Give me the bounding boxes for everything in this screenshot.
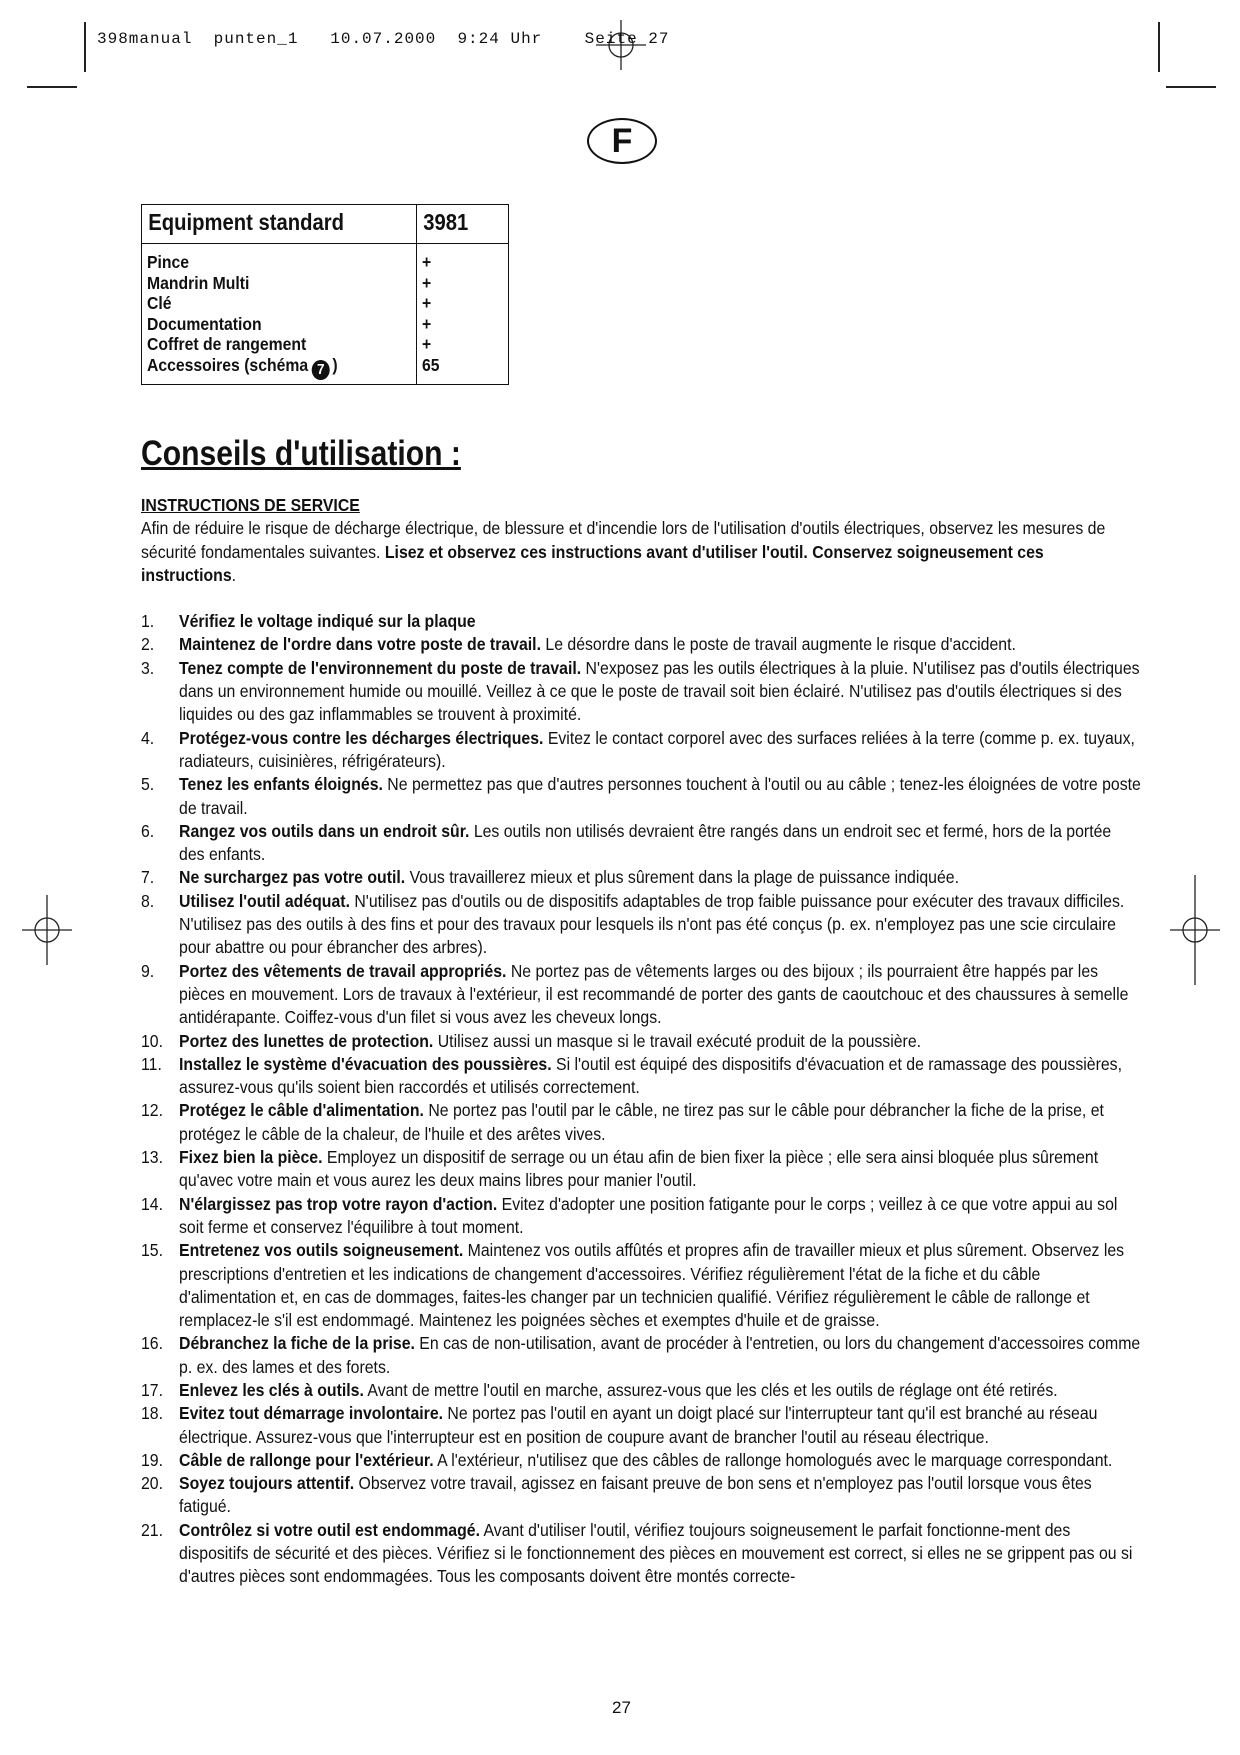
list-item-body: Avant d'utiliser l'outil, vérifiez toujours soigneusement le parfait fonctionne-ment des dispositifs de sécurité et des pièces. Vérifiez si le fonctionnement des pièces en mouvement est correct, si elles ne se grippent pas ou si d'autres pièces sont endommagées. Tous les composants doivent être montés correcte- — [179, 1519, 1133, 1587]
list-item-bold: Enlevez les clés à outils. — [179, 1379, 364, 1400]
list-item-bold: Entretenez vos outils soigneusement. — [179, 1240, 464, 1261]
list-item-number: 14. — [141, 1193, 164, 1214]
list-item-text — [179, 1519, 1141, 1589]
list-item-number: 4. — [141, 727, 155, 748]
list-item-number: 7. — [141, 867, 155, 888]
equipment-model: 3981 — [423, 209, 469, 235]
list-item — [141, 820, 1141, 867]
list-item-number: 3. — [141, 657, 155, 678]
list-item-text — [179, 1449, 1141, 1472]
list-item-number: 16. — [141, 1333, 164, 1354]
list-item-text — [179, 633, 1141, 656]
equipment-item-value: + — [421, 252, 431, 272]
list-item-bold: Installez le système d'évacuation des poussières. — [179, 1053, 552, 1074]
list-item-number: 9. — [141, 960, 155, 981]
equipment-values — [416, 244, 508, 385]
list-item — [141, 1146, 1141, 1193]
intro-paragraph: Afin de réduire le risque de décharge électrique, de blessure et d'incendie lors de l'utilisation d'outils électriques, observez les mesures de sécurité fondamentales suivantes. Lisez et observez ces instructions avant d'utiliser l'outil. Conservez soigneusement ces instructions. — [141, 518, 1106, 585]
list-item-number: 13. — [141, 1147, 164, 1168]
list-item-body: Vous travaillerez mieux et plus sûrement dans la plage de puissance indiquée. — [405, 867, 959, 888]
list-item-text — [179, 866, 1141, 889]
crop-mark-tr-h — [1166, 86, 1216, 88]
equipment-title: Equipment standard — [148, 209, 344, 235]
instructions-content — [141, 494, 1141, 1589]
list-item — [141, 1053, 1141, 1100]
list-item-bold: Protégez-vous contre les décharges électriques. — [179, 727, 544, 748]
equipment-item-name: Coffret de rangement — [147, 334, 307, 354]
list-item-number: 17. — [141, 1379, 164, 1400]
diagram-7-badge: 7 — [312, 360, 330, 380]
list-item — [141, 773, 1141, 820]
language-badge: F — [587, 118, 657, 164]
list-item — [141, 1030, 1141, 1053]
list-item-text — [179, 1402, 1141, 1449]
crop-mark-tl-v — [84, 22, 86, 72]
list-item-bold: N'élargissez pas trop votre rayon d'action. — [179, 1193, 498, 1214]
list-item-body: Ne portez pas de vêtements larges ou des bijoux ; ils pourraient être happés par les pièces en mouvement. Lors de travaux à l'extérieur, il est recommandé de porter des gants de caoutchouc et des chaussures à semelle antidérapante. Coiffez-vous d'un filet si vous avez les cheveux longs. — [179, 960, 1129, 1028]
list-item-text — [179, 727, 1141, 774]
list-item — [141, 1472, 1141, 1519]
instructions-list — [141, 610, 1141, 1588]
list-item-bold: Tenez compte de l'environnement du poste de travail. — [179, 657, 582, 678]
list-item-body: Utilisez aussi un masque si le travail exécuté produit de la poussière. — [433, 1030, 922, 1051]
list-item-number: 6. — [141, 820, 155, 841]
list-item-bold: Câble de rallonge pour l'extérieur. — [179, 1449, 434, 1470]
equipment-items-row — [142, 244, 509, 385]
list-item-number: 2. — [141, 634, 155, 655]
equipment-item-value: + — [421, 272, 431, 293]
equipment-header-row — [142, 205, 509, 244]
equipment-item-value: + — [421, 334, 431, 354]
equipment-table — [141, 204, 509, 385]
list-item — [141, 727, 1141, 774]
list-item-text — [179, 657, 1141, 727]
list-item-text — [179, 1379, 1141, 1402]
print-slug: 398manual punten_1 10.07.2000 9:24 Uhr Seite 27 — [97, 30, 670, 48]
list-item-number: 10. — [141, 1030, 164, 1051]
registration-mark-left-icon — [22, 895, 72, 965]
list-item-bold: Portez des lunettes de protection. — [179, 1030, 434, 1051]
list-item-number: 5. — [141, 774, 155, 795]
list-item-number: 20. — [141, 1473, 164, 1494]
list-item — [141, 657, 1141, 727]
list-item-number: 1. — [141, 611, 155, 632]
list-item-text — [179, 1099, 1141, 1146]
list-item-body: Ne permettez pas que d'autres personnes touchent à l'outil ou au câble ; tenez-les éloignées de votre poste de travail. — [179, 774, 1141, 818]
list-item-text — [179, 610, 1141, 633]
list-item-body: Le désordre dans le poste de travail augmente le risque d'accident. — [540, 634, 1016, 655]
list-item — [141, 960, 1141, 1030]
list-item-number: 21. — [141, 1519, 164, 1540]
list-item — [141, 1402, 1141, 1449]
list-item-body: Ne portez pas l'outil par le câble, ne tirez pas sur le câble pour débrancher la fiche de la prise, et protégez le câble de la chaleur, de l'huile et des arêtes vives. — [179, 1100, 1104, 1144]
list-item — [141, 1193, 1141, 1240]
list-item-body: Evitez le contact corporel avec des surfaces reliées à la terre (comme p. ex. tuyaux, radiateurs, cuisinières, réfrigérateurs). — [179, 727, 1135, 771]
equipment-item-name: Pince — [147, 252, 190, 272]
list-item-bold: Ne surchargez pas votre outil. — [179, 867, 406, 888]
list-item-body: Employez un dispositif de serrage ou un étau afin de bien fixer la pièce ; elle sera ainsi bloquée plus sûrement qu'avec votre main et vous aurez les deux mains libres pour manier l'outil. — [179, 1147, 1099, 1191]
equipment-item-value: 65 — [421, 354, 440, 375]
equipment-item-value: + — [421, 293, 431, 313]
list-item-bold: Fixez bien la pièce. — [179, 1147, 323, 1168]
list-item-bold: Débranchez la fiche de la prise. — [179, 1333, 415, 1354]
list-item-bold: Contrôlez si votre outil est endommagé. — [179, 1519, 480, 1540]
list-item-body: Si l'outil est équipé des dispositifs d'évacuation et de ramassage des poussières, assurez-vous qu'ils soient bien raccordés et utilisés correctement. — [179, 1053, 1122, 1098]
list-item-text — [179, 773, 1141, 820]
list-item-body: Ne portez pas l'outil en ayant un doigt placé sur l'interrupteur tant qu'il est branché au réseau électrique. Assurez-vous que l'interrupteur est en position de coupure avant de brancher l'outil au réseau électrique. — [179, 1403, 1098, 1447]
list-item-body: En cas de non-utilisation, avant de procéder à l'entretien, ou lors du changement d'accessoires comme p. ex. des lames et des forets. — [179, 1333, 1141, 1377]
equipment-item-name-accessories — [147, 355, 385, 380]
list-item-text — [179, 1332, 1141, 1379]
list-item-text — [179, 1193, 1141, 1240]
list-item-bold: Vérifiez le voltage indiqué sur la plaque — [179, 611, 476, 632]
list-item-body: N'exposez pas les outils électriques à la pluie. N'utilisez pas d'outils électriques dans un environnement humide ou mouillé. Veillez à ce que le poste de travail soit bien éclairé. N'utilisez pas d'outils électriques si des liquides ou des gaz inflammables se trouvent à proximité. — [179, 657, 1140, 725]
section-title: Conseils d'utilisation : — [141, 434, 461, 473]
list-item-bold: Protégez le câble d'alimentation. — [179, 1100, 424, 1121]
list-item — [141, 866, 1141, 889]
equipment-item-name: Clé — [147, 293, 172, 313]
list-item-text — [179, 890, 1141, 960]
list-item — [141, 1332, 1141, 1379]
list-item-body: Les outils non utilisés devraient être rangés dans un endroit sec et fermé, hors de la portée des enfants. — [179, 820, 1112, 865]
list-item-bold: Soyez toujours attentif. — [179, 1473, 355, 1494]
equipment-item-value: + — [421, 313, 431, 334]
list-item-number: 11. — [141, 1053, 162, 1074]
list-item-number: 8. — [141, 890, 155, 911]
crop-mark-tl-h — [27, 86, 77, 88]
list-item-bold: Tenez les enfants éloignés. — [179, 774, 383, 795]
subheading: INSTRUCTIONS DE SERVICE — [141, 495, 360, 515]
list-item-body: A l'extérieur, n'utilisez que des câbles de rallonge homologués avec le marquage correspondant. — [433, 1449, 1113, 1470]
list-item-bold: Rangez vos outils dans un endroit sûr. — [179, 820, 470, 841]
list-item-bold: Portez des vêtements de travail appropriés. — [179, 960, 507, 981]
list-item-text — [179, 1146, 1141, 1193]
list-item — [141, 1519, 1141, 1589]
list-item — [141, 890, 1141, 960]
list-item-text — [179, 1472, 1141, 1519]
list-item-text — [179, 960, 1141, 1030]
accessories-label-suffix: ) — [332, 354, 338, 375]
list-item-number: 12. — [141, 1100, 164, 1121]
equipment-item-name: Mandrin Multi — [147, 272, 250, 293]
registration-mark-right-icon — [1170, 875, 1220, 985]
list-item — [141, 1239, 1141, 1332]
list-item-number: 15. — [141, 1240, 164, 1261]
list-item-text — [179, 1030, 1141, 1053]
list-item-number: 19. — [141, 1449, 164, 1470]
list-item-body: Observez votre travail, agissez en faisant preuve de bon sens et n'employez pas l'outil lorsque vous êtes fatigué. — [179, 1473, 1092, 1517]
list-item — [141, 1379, 1141, 1402]
list-item — [141, 610, 1141, 633]
list-item-bold: Utilisez l'outil adéquat. — [179, 890, 350, 911]
list-item-number: 18. — [141, 1403, 164, 1424]
list-item-text — [179, 1053, 1141, 1100]
crop-mark-tr-v — [1158, 22, 1160, 72]
list-item-body: Avant de mettre l'outil en marche, assurez-vous que les clés et les outils de réglage ont été retirés. — [363, 1379, 1058, 1400]
list-item-body: Evitez d'adopter une position fatigante pour le corps ; veillez à ce que votre appui au sol soit ferme et conservez l'équilibre à tout moment. — [179, 1193, 1118, 1237]
equipment-names — [142, 244, 417, 385]
list-item — [141, 1099, 1141, 1146]
page-number: 27 — [612, 1698, 631, 1717]
list-item — [141, 1449, 1141, 1472]
list-item-text — [179, 1239, 1141, 1332]
list-item-bold: Maintenez de l'ordre dans votre poste de travail. — [179, 634, 541, 655]
list-item-body: Maintenez vos outils affûtés et propres afin de travailler mieux et plus sûrement. Observez les prescriptions d'entretien et les indications de changement d'accessoires. Vérifiez régulièrement l'état de la fiche et du câble d'alimentation et, en cas de dommages, faites-les changer par un technicien qualifié. Vérifiez régulièrement le câble de rallonge et remplacez-le s'il est endommagé. Maintenez les poignées sèches et exemptes d'huile et de graisse. — [179, 1240, 1125, 1331]
equipment-item-name: Documentation — [147, 313, 262, 334]
list-item-bold: Evitez tout démarrage involontaire. — [179, 1403, 444, 1424]
list-item — [141, 633, 1141, 656]
list-item-text — [179, 820, 1141, 867]
list-item-body: N'utilisez pas d'outils ou de dispositifs adaptables de trop faible puissance pour exécuter des travaux difficiles. N'utilisez pas des outils à des fins et pour des travaux pour lesquels ils n'ont pas été conçus (p. ex. n'employez pas une scie circulaire pour abattre ou pour ébrancher des arbres). — [179, 890, 1125, 958]
accessories-label: Accessoires (schéma — [147, 354, 309, 375]
